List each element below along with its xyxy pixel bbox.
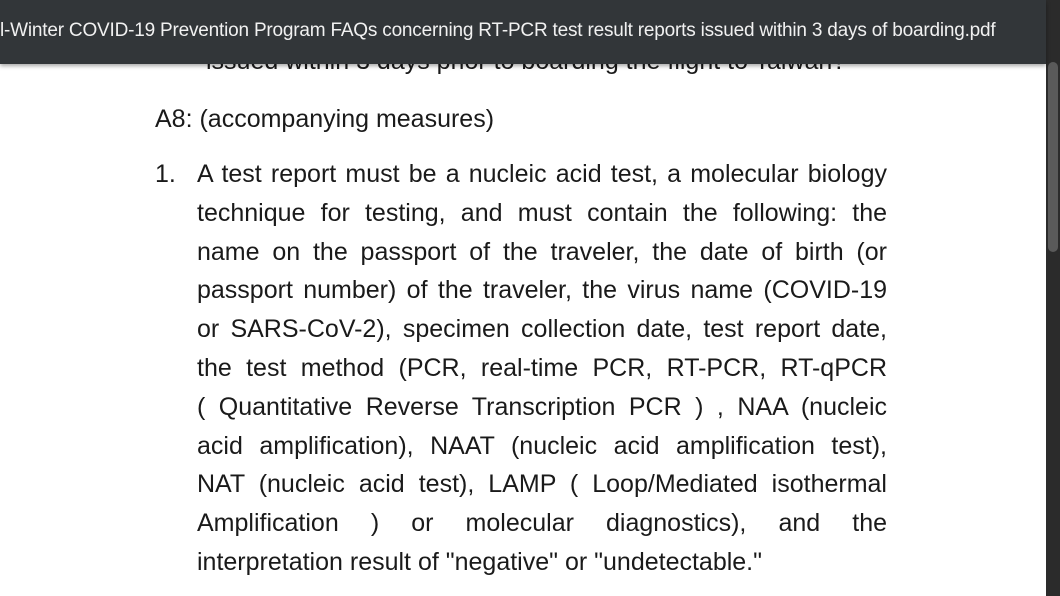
answer-heading: A8: (accompanying measures): [155, 105, 495, 133]
vertical-scrollbar[interactable]: [1046, 0, 1060, 596]
text-line: the test method (PCR, real-time PCR, RT-PCR, RT-qPCR: [197, 353, 887, 382]
list-item-text: [197, 155, 887, 582]
text-line: technique for testing, and must contain the following: the: [197, 198, 887, 227]
text-line: acid amplification), NAAT (nucleic acid amplification test),: [197, 431, 887, 460]
text-line: Amplification ) or molecular diagnostics), and the: [197, 509, 887, 538]
list-item-number: 1.: [155, 160, 176, 188]
file-title: l-Winter COVID-19 Prevention Program FAQs concerning RT-PCR test result reports issued within 3 days of boarding.pdf: [0, 20, 996, 41]
text-line: or SARS-CoV-2), specimen collection date, test report date,: [197, 315, 887, 344]
text-line: interpretation result of "negative" or "undetectable.": [197, 547, 763, 576]
text-line: A test report must be a nucleic acid test, a molecular biology: [197, 160, 887, 188]
text-line: NAT (nucleic acid test), LAMP ( Loop/Mediated isothermal: [197, 470, 887, 499]
viewer-toolbar: [0, 0, 1046, 64]
text-line: ( Quantitative Reverse Transcription PCR ) , NAA (nucleic: [197, 392, 887, 421]
scrollbar-thumb[interactable]: [1048, 62, 1058, 252]
text-line: passport number) of the traveler, the virus name (COVID-19: [197, 276, 887, 305]
text-line: name on the passport of the traveler, the date of birth (or: [197, 237, 887, 266]
